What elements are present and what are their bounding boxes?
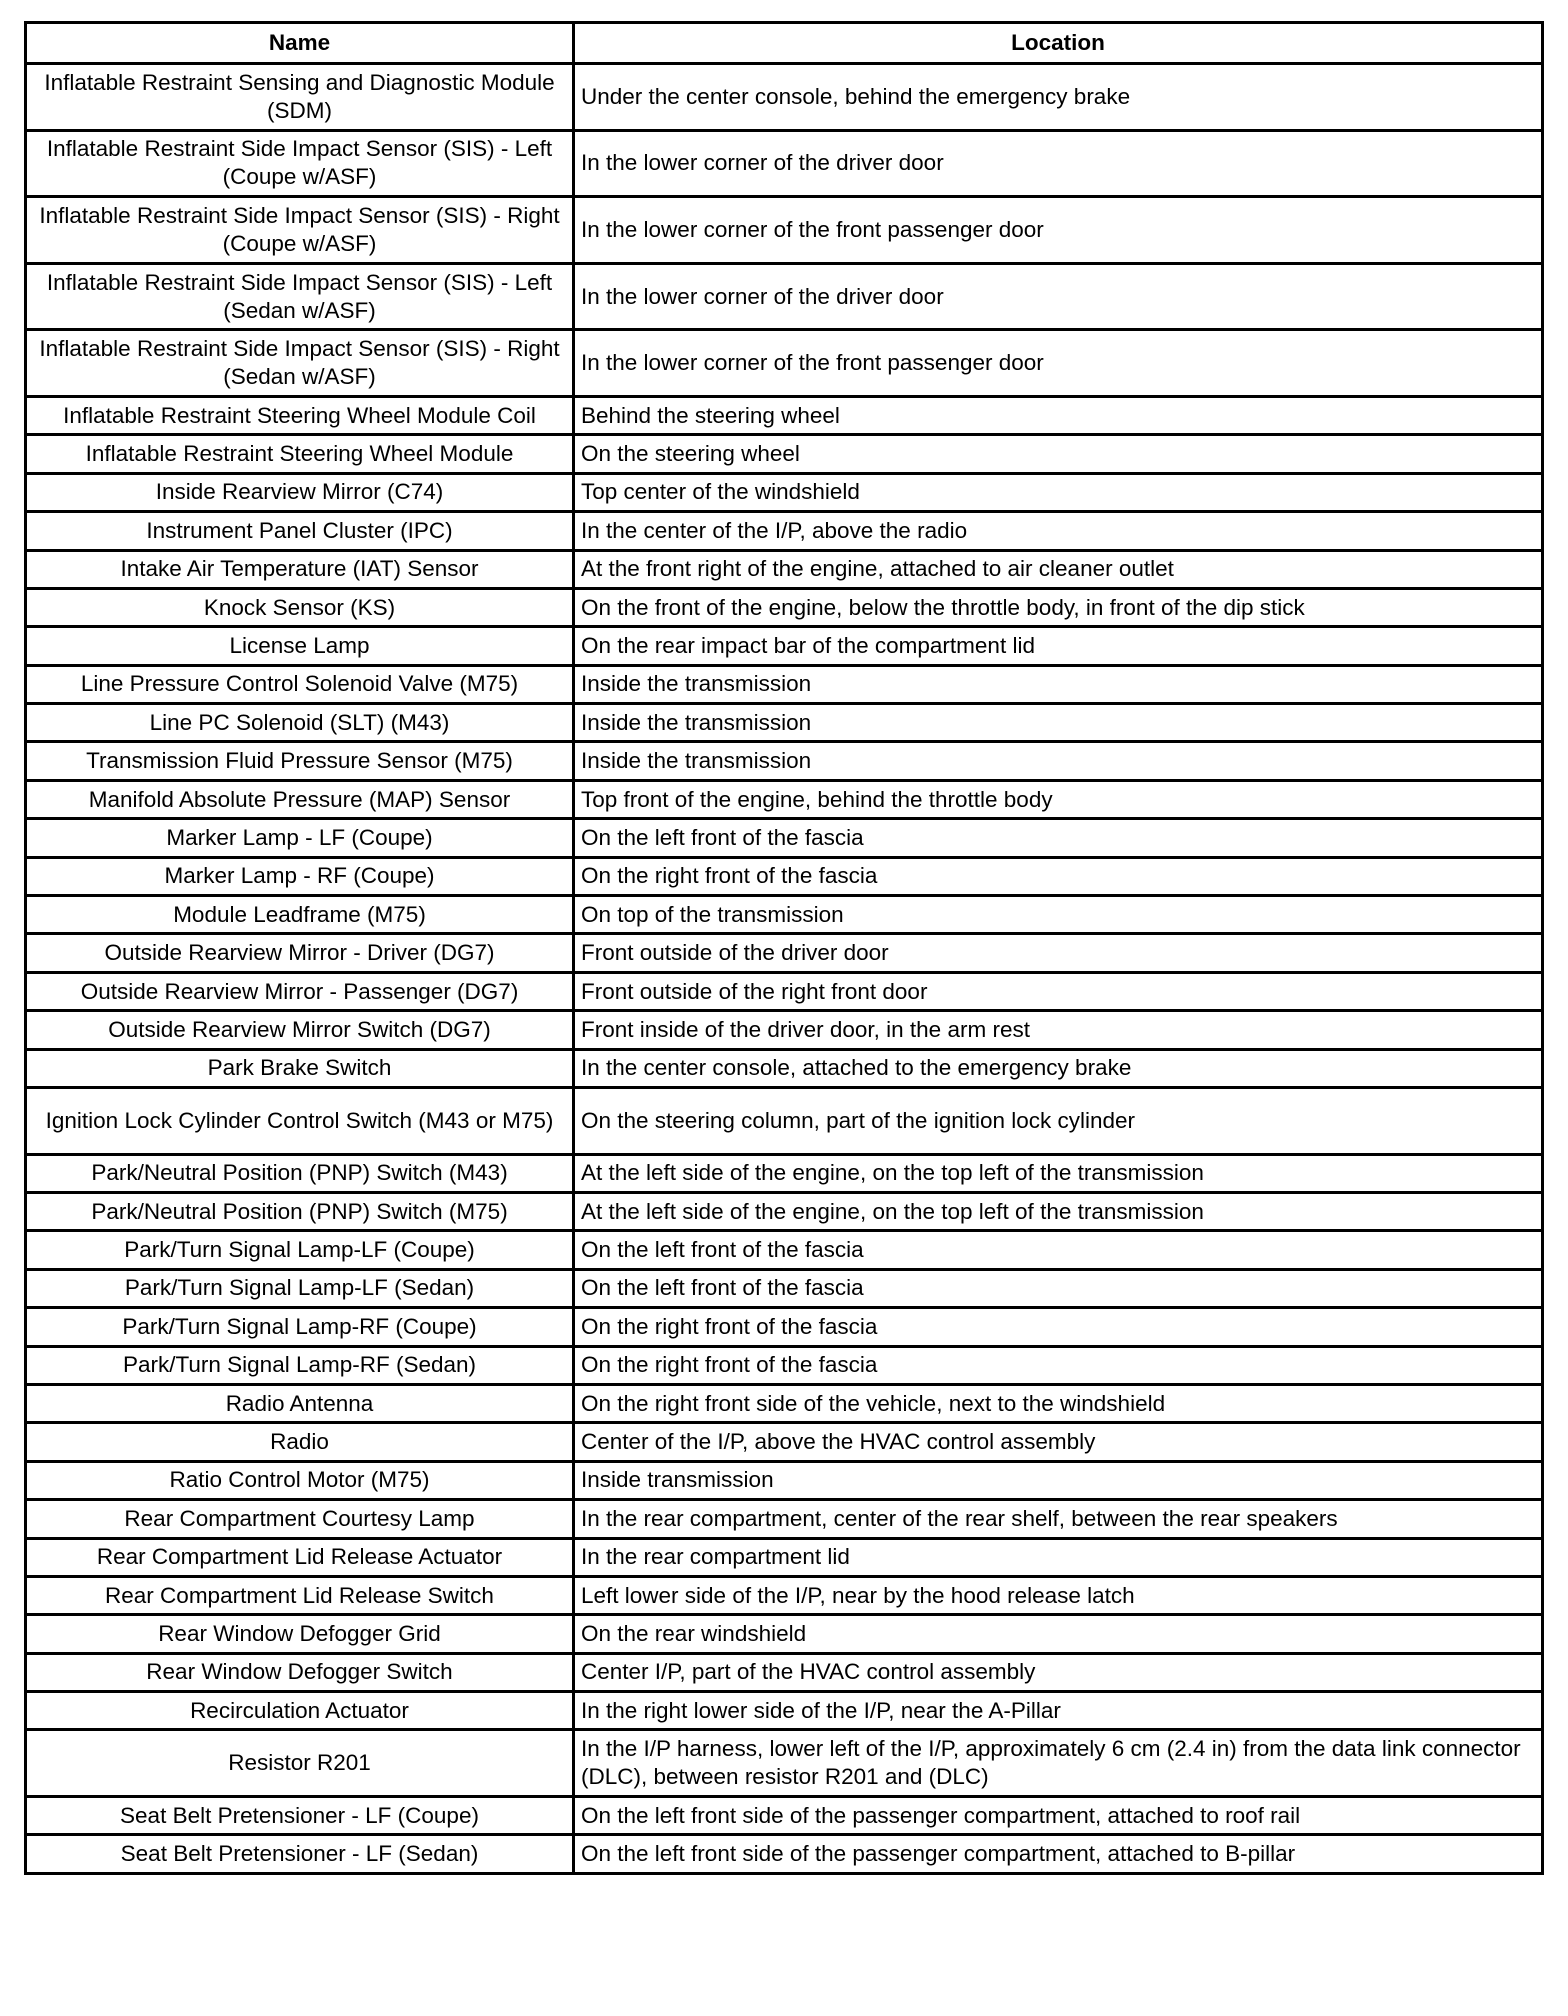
cell-component-name: Module Leadframe (M75)	[26, 896, 574, 934]
table-row	[26, 627, 1543, 665]
cell-component-name: Park/Turn Signal Lamp-RF (Coupe)	[26, 1308, 574, 1346]
cell-component-name: Ignition Lock Cylinder Control Switch (M43 or M75)	[26, 1088, 574, 1155]
table-row	[26, 550, 1543, 588]
cell-component-location: Left lower side of the I/P, near by the hood release latch	[574, 1576, 1543, 1614]
cell-component-location: Under the center console, behind the emergency brake	[574, 64, 1543, 131]
cell-component-location: Front inside of the driver door, in the arm rest	[574, 1011, 1543, 1049]
cell-component-location: On the steering column, part of the ignition lock cylinder	[574, 1088, 1543, 1155]
cell-component-location: Center of the I/P, above the HVAC control assembly	[574, 1423, 1543, 1461]
table-row	[26, 896, 1543, 934]
cell-component-name: Marker Lamp - LF (Coupe)	[26, 819, 574, 857]
cell-component-location: Inside the transmission	[574, 742, 1543, 780]
table-row	[26, 1231, 1543, 1269]
cell-component-name: Knock Sensor (KS)	[26, 588, 574, 626]
table-row	[26, 934, 1543, 972]
cell-component-name: Recirculation Actuator	[26, 1692, 574, 1730]
cell-component-location: At the left side of the engine, on the top left of the transmission	[574, 1192, 1543, 1230]
cell-component-name: Transmission Fluid Pressure Sensor (M75)	[26, 742, 574, 780]
table-row	[26, 1154, 1543, 1192]
cell-component-name: Intake Air Temperature (IAT) Sensor	[26, 550, 574, 588]
cell-component-location: Front outside of the right front door	[574, 972, 1543, 1010]
table-row	[26, 1653, 1543, 1691]
cell-component-location: On the front of the engine, below the throttle body, in front of the dip stick	[574, 588, 1543, 626]
cell-component-location: Center I/P, part of the HVAC control assembly	[574, 1653, 1543, 1691]
cell-component-name: Radio Antenna	[26, 1384, 574, 1422]
table-row	[26, 1269, 1543, 1307]
component-location-table	[24, 21, 1544, 1875]
cell-component-location: At the front right of the engine, attached to air cleaner outlet	[574, 550, 1543, 588]
cell-component-name: Manifold Absolute Pressure (MAP) Sensor	[26, 780, 574, 818]
table-body	[26, 64, 1543, 1874]
table-row	[26, 780, 1543, 818]
cell-component-location: At the left side of the engine, on the top left of the transmission	[574, 1154, 1543, 1192]
table-row	[26, 1500, 1543, 1538]
cell-component-location: In the rear compartment lid	[574, 1538, 1543, 1576]
cell-component-name: Marker Lamp - RF (Coupe)	[26, 857, 574, 895]
cell-component-location: In the lower corner of the driver door	[574, 130, 1543, 197]
cell-component-name: Park/Neutral Position (PNP) Switch (M43)	[26, 1154, 574, 1192]
cell-component-name: Seat Belt Pretensioner - LF (Sedan)	[26, 1835, 574, 1873]
cell-component-location: On the steering wheel	[574, 435, 1543, 473]
table-row	[26, 1538, 1543, 1576]
table-row	[26, 742, 1543, 780]
column-header-location: Location	[574, 23, 1543, 64]
table-row	[26, 1461, 1543, 1499]
cell-component-name: Seat Belt Pretensioner - LF (Coupe)	[26, 1797, 574, 1835]
cell-component-name: Park Brake Switch	[26, 1049, 574, 1087]
table-row	[26, 1011, 1543, 1049]
cell-component-name: Inside Rearview Mirror (C74)	[26, 473, 574, 511]
table-row	[26, 197, 1543, 264]
cell-component-name: Inflatable Restraint Side Impact Sensor (SIS) - Left (Sedan w/ASF)	[26, 263, 574, 330]
table-row	[26, 330, 1543, 397]
cell-component-name: Inflatable Restraint Sensing and Diagnostic Module (SDM)	[26, 64, 574, 131]
table-row	[26, 64, 1543, 131]
table-row	[26, 1192, 1543, 1230]
table-row	[26, 1346, 1543, 1384]
table-row	[26, 1692, 1543, 1730]
table-row	[26, 665, 1543, 703]
cell-component-location: Inside the transmission	[574, 665, 1543, 703]
table-row	[26, 1384, 1543, 1422]
table-row	[26, 972, 1543, 1010]
cell-component-location: On the right front of the fascia	[574, 857, 1543, 895]
table-row	[26, 396, 1543, 434]
cell-component-name: Line PC Solenoid (SLT) (M43)	[26, 704, 574, 742]
cell-component-location: On the left front of the fascia	[574, 1269, 1543, 1307]
cell-component-location: Top front of the engine, behind the throttle body	[574, 780, 1543, 818]
cell-component-name: Outside Rearview Mirror Switch (DG7)	[26, 1011, 574, 1049]
table-row	[26, 857, 1543, 895]
cell-component-location: In the lower corner of the front passenger door	[574, 330, 1543, 397]
table-row	[26, 435, 1543, 473]
cell-component-location: Front outside of the driver door	[574, 934, 1543, 972]
cell-component-name: Line Pressure Control Solenoid Valve (M75)	[26, 665, 574, 703]
cell-component-location: In the lower corner of the driver door	[574, 263, 1543, 330]
table-row	[26, 588, 1543, 626]
cell-component-name: Radio	[26, 1423, 574, 1461]
cell-component-name: Instrument Panel Cluster (IPC)	[26, 512, 574, 550]
cell-component-location: Top center of the windshield	[574, 473, 1543, 511]
cell-component-location: On the left front of the fascia	[574, 819, 1543, 857]
table-row	[26, 263, 1543, 330]
cell-component-location: Inside the transmission	[574, 704, 1543, 742]
cell-component-name: Park/Neutral Position (PNP) Switch (M75)	[26, 1192, 574, 1230]
table-header-row	[26, 23, 1543, 64]
cell-component-location: On the left front side of the passenger compartment, attached to B-pillar	[574, 1835, 1543, 1873]
table-row	[26, 130, 1543, 197]
cell-component-name: Inflatable Restraint Side Impact Sensor (SIS) - Right (Sedan w/ASF)	[26, 330, 574, 397]
table-row	[26, 1088, 1543, 1155]
table-row	[26, 512, 1543, 550]
cell-component-name: Park/Turn Signal Lamp-RF (Sedan)	[26, 1346, 574, 1384]
cell-component-location: On the left front of the fascia	[574, 1231, 1543, 1269]
table-row	[26, 1576, 1543, 1614]
table-row	[26, 819, 1543, 857]
table-row	[26, 1730, 1543, 1797]
cell-component-location: On the left front side of the passenger compartment, attached to roof rail	[574, 1797, 1543, 1835]
cell-component-location: In the right lower side of the I/P, near the A-Pillar	[574, 1692, 1543, 1730]
cell-component-location: On the rear windshield	[574, 1615, 1543, 1653]
cell-component-location: On top of the transmission	[574, 896, 1543, 934]
cell-component-location: Inside transmission	[574, 1461, 1543, 1499]
table-row	[26, 1423, 1543, 1461]
cell-component-location: In the center console, attached to the emergency brake	[574, 1049, 1543, 1087]
cell-component-name: Inflatable Restraint Side Impact Sensor (SIS) - Left (Coupe w/ASF)	[26, 130, 574, 197]
cell-component-name: Rear Window Defogger Grid	[26, 1615, 574, 1653]
table-row	[26, 473, 1543, 511]
table-row	[26, 1797, 1543, 1835]
cell-component-location: Behind the steering wheel	[574, 396, 1543, 434]
cell-component-name: Inflatable Restraint Side Impact Sensor (SIS) - Right (Coupe w/ASF)	[26, 197, 574, 264]
cell-component-name: Park/Turn Signal Lamp-LF (Sedan)	[26, 1269, 574, 1307]
cell-component-name: Rear Compartment Lid Release Actuator	[26, 1538, 574, 1576]
cell-component-name: Inflatable Restraint Steering Wheel Module Coil	[26, 396, 574, 434]
cell-component-name: Resistor R201	[26, 1730, 574, 1797]
cell-component-location: In the rear compartment, center of the rear shelf, between the rear speakers	[574, 1500, 1543, 1538]
cell-component-location: In the center of the I/P, above the radio	[574, 512, 1543, 550]
cell-component-name: Ratio Control Motor (M75)	[26, 1461, 574, 1499]
cell-component-name: Inflatable Restraint Steering Wheel Module	[26, 435, 574, 473]
cell-component-location: On the rear impact bar of the compartment lid	[574, 627, 1543, 665]
table-row	[26, 1835, 1543, 1873]
cell-component-location: On the right front of the fascia	[574, 1346, 1543, 1384]
cell-component-name: Rear Compartment Courtesy Lamp	[26, 1500, 574, 1538]
column-header-name: Name	[26, 23, 574, 64]
cell-component-name: Rear Window Defogger Switch	[26, 1653, 574, 1691]
cell-component-name: Outside Rearview Mirror - Passenger (DG7)	[26, 972, 574, 1010]
cell-component-location: On the right front of the fascia	[574, 1308, 1543, 1346]
cell-component-name: Rear Compartment Lid Release Switch	[26, 1576, 574, 1614]
cell-component-location: In the lower corner of the front passenger door	[574, 197, 1543, 264]
table-row	[26, 704, 1543, 742]
cell-component-location: On the right front side of the vehicle, next to the windshield	[574, 1384, 1543, 1422]
cell-component-name: Park/Turn Signal Lamp-LF (Coupe)	[26, 1231, 574, 1269]
table-row	[26, 1049, 1543, 1087]
cell-component-location: In the I/P harness, lower left of the I/P, approximately 6 cm (2.4 in) from the data link connector (DLC), between resistor R201 and (DLC)	[574, 1730, 1543, 1797]
table-row	[26, 1615, 1543, 1653]
table-row	[26, 1308, 1543, 1346]
cell-component-name: License Lamp	[26, 627, 574, 665]
cell-component-name: Outside Rearview Mirror - Driver (DG7)	[26, 934, 574, 972]
